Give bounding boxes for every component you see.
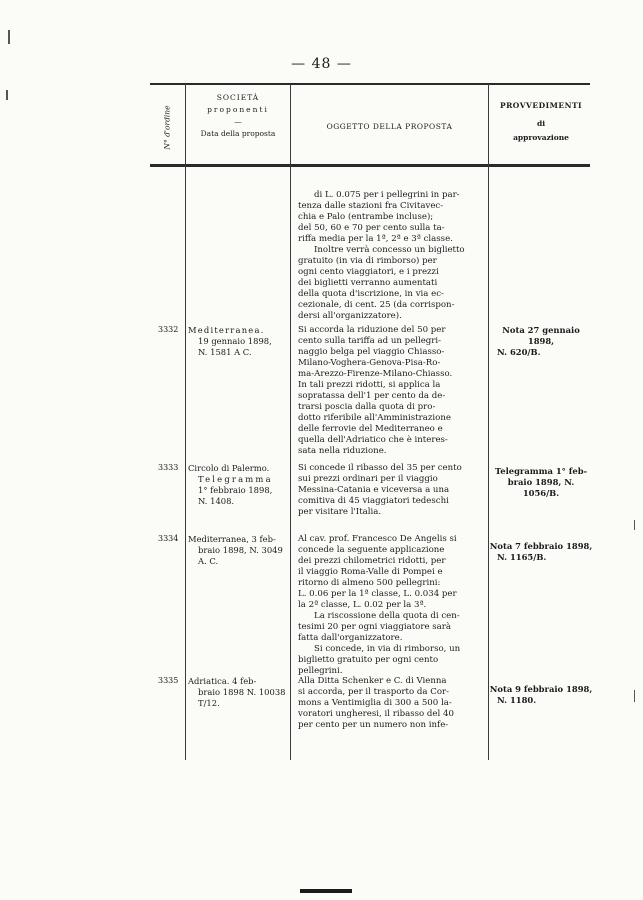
scan-margin-mark [634, 690, 635, 702]
societa-line: braio 1898 N. 10038 [198, 687, 286, 697]
header-top-rule [150, 83, 590, 85]
header-oggetto [291, 121, 488, 133]
text-line: della quota d'iscrizione, in via ec- [298, 289, 444, 299]
text-line: Si concede, in via di rimborso, un [314, 644, 461, 654]
header-societa-title: SOCIETÀ [216, 93, 260, 102]
entry-societa [188, 534, 288, 567]
header-bottom-rule [150, 164, 590, 167]
scan-margin-mark [6, 90, 8, 100]
text-line: cezionale, di cent. 25 (da corrispon- [298, 300, 455, 310]
text-line: concede la seguente applicazione [298, 545, 445, 555]
text-line: Inoltre verrà concesso un biglietto [314, 245, 465, 255]
text-line: delle ferrovie del Mediterraneo e [298, 424, 443, 434]
text-line: trarsi poscia dalla quota di pro- [298, 402, 436, 412]
prov-line: Nota 7 febbraio 1898, [489, 541, 593, 551]
text-line: mons a Ventimiglia di 300 a 500 la- [298, 698, 452, 708]
header-societa-data: Data della proposta [200, 129, 276, 138]
entry-societa [188, 325, 288, 358]
prov-line: N. 1180. [497, 695, 537, 705]
societa-line: Circolo di Palermo. [188, 463, 270, 473]
header-oggetto-label: OGGETTO DELLA PROPOSTA [326, 122, 453, 131]
societa-line: Telegramma [198, 474, 273, 484]
text-line: chia e Palo (entrambe incluse); [298, 212, 434, 222]
entry-provvedimento [489, 541, 593, 563]
text-line: ogni cento viaggiatori, e i prezzi [298, 267, 439, 277]
text-line: Al cav. prof. Francesco De Angelis si [298, 534, 457, 544]
societa-line: Adriatica. 4 feb- [188, 676, 257, 686]
header-provvedimenti [489, 100, 593, 144]
text-line: cento sulla tariffa ad un pellegri- [298, 336, 442, 346]
societa-line: T/12. [198, 698, 220, 708]
entry-provvedimento [489, 684, 593, 706]
text-line: ma-Arezzo-Firenze-Milano-Chiasso. [298, 369, 453, 379]
entry-oggetto [298, 325, 484, 457]
text-line: la 2ª classe, L. 0.02 per la 3ª. [298, 600, 427, 610]
entry-societa [188, 463, 288, 507]
header-prov-approvazione: approvazione [513, 133, 569, 142]
societa-line: N. 1408. [198, 496, 235, 506]
text-line: dei prezzi chilometrici ridotti, per [298, 556, 446, 566]
text-line: riffa media per la 1ª, 2ª e 3ª classe. [298, 234, 453, 244]
societa-line: braio 1898, N. 3049 [198, 545, 283, 555]
text-line: voratori ungheresi, il ribasso del 40 [298, 709, 454, 719]
text-line: sata nella riduzione. [298, 446, 387, 456]
entry-number: 3332 [158, 325, 179, 334]
text-line: comitiva di 45 viaggiatori tedeschi [298, 496, 449, 506]
scan-margin-mark [8, 30, 10, 44]
prov-line: braio 1898, N. 1056/B. [507, 477, 575, 498]
prov-line: Nota 27 gennaio 1898, [502, 325, 580, 346]
text-line: Messina-Catania e viceversa a una [298, 485, 450, 495]
text-line: quella dell'Adriatico che è interes- [298, 435, 448, 445]
entry-provvedimento [489, 325, 593, 358]
prov-line: Telegramma 1° feb- [494, 466, 588, 476]
prov-line: Nota 9 febbraio 1898, [489, 684, 593, 694]
societa-line: Mediterranea, 3 feb- [188, 534, 276, 544]
text-line: Si accorda la riduzione del 50 per [298, 325, 446, 335]
header-societa-sub: proponenti [207, 105, 269, 114]
text-line: si accorda, per il trasporto da Cor- [298, 687, 450, 697]
page-number: — 48 — [291, 56, 352, 72]
text-line: di L. 0.075 per i pellegrini in par- [314, 190, 460, 200]
text-line: naggio belga pel viaggio Chiasso- [298, 347, 445, 357]
header-ordine [150, 98, 184, 156]
text-line: sopratassa dell'1 per cento da de- [298, 391, 446, 401]
text-line: Milano-Voghera-Genova-Pisa-Ro- [298, 358, 441, 368]
text-line: per cento per un numero non infe- [298, 720, 449, 730]
text-line: fatta dall'organizzatore. [298, 633, 403, 643]
prov-line: N. 1165/B. [497, 552, 547, 562]
text-line: In tali prezzi ridotti, si applica la [298, 380, 441, 390]
text-line: tesimi 20 per ogni viaggiatore sarà [298, 622, 452, 632]
column-divider-1 [185, 84, 186, 760]
header-ordine-label: N° d'ordine [162, 104, 172, 150]
text-line: dersi all'organizzatore). [298, 311, 402, 321]
societa-line: N. 1581 A C. [198, 347, 252, 357]
text-line: Si concede il ribasso del 35 per cento [298, 463, 462, 473]
societa-line: A. C. [198, 556, 219, 566]
text-line: ritorno di almeno 500 pellegrini: [298, 578, 441, 588]
entry-number: 3334 [158, 534, 179, 543]
text-line: del 50, 60 e 70 per cento sulla ta- [298, 223, 445, 233]
footer-bar [300, 889, 352, 893]
entry-number: 3333 [158, 463, 179, 472]
entry-number: 3335 [158, 676, 179, 685]
scan-margin-mark [634, 520, 635, 530]
header-societa-dash: — [234, 117, 242, 126]
text-line: L. 0.06 per la 1ª classe, L. 0.034 per [298, 589, 457, 599]
text-line: tenza dalle stazioni fra Civitavec- [298, 201, 444, 211]
text-line: dei biglietti verranno aumentati [298, 278, 438, 288]
text-line: sui prezzi ordinari per il viaggio [298, 474, 438, 484]
continuation-text [298, 190, 484, 322]
societa-line: 19 gennaio 1898, [198, 336, 272, 346]
text-line: dotto riferibile all'Amministrazione [298, 413, 451, 423]
entry-oggetto [298, 463, 484, 518]
text-line: biglietto gratuito per ogni cento [298, 655, 439, 665]
entry-oggetto [298, 676, 484, 731]
entry-oggetto [298, 534, 484, 677]
entry-societa [188, 676, 288, 709]
header-prov-title: PROVVEDIMENTI [499, 101, 583, 110]
column-divider-2 [290, 84, 291, 760]
text-line: Alla Ditta Schenker e C. di Vienna [298, 676, 447, 686]
header-societa [186, 92, 290, 140]
text-line: il viaggio Roma-Valle di Pompei e [298, 567, 443, 577]
text-line: per visitare l'Italia. [298, 507, 382, 517]
entry-provvedimento [489, 466, 593, 499]
text-line: gratuito (in via di rimborso) per [298, 256, 437, 266]
header-prov-di: di [536, 119, 546, 128]
societa-line: Mediterranea. [188, 325, 265, 335]
text-line: pellegrini. [298, 666, 343, 676]
prov-line: N. 620/B. [497, 347, 541, 357]
societa-line: 1° febbraio 1898, [198, 485, 273, 495]
text-line: La riscossione della quota di cen- [314, 611, 460, 621]
column-divider-3 [488, 84, 489, 760]
